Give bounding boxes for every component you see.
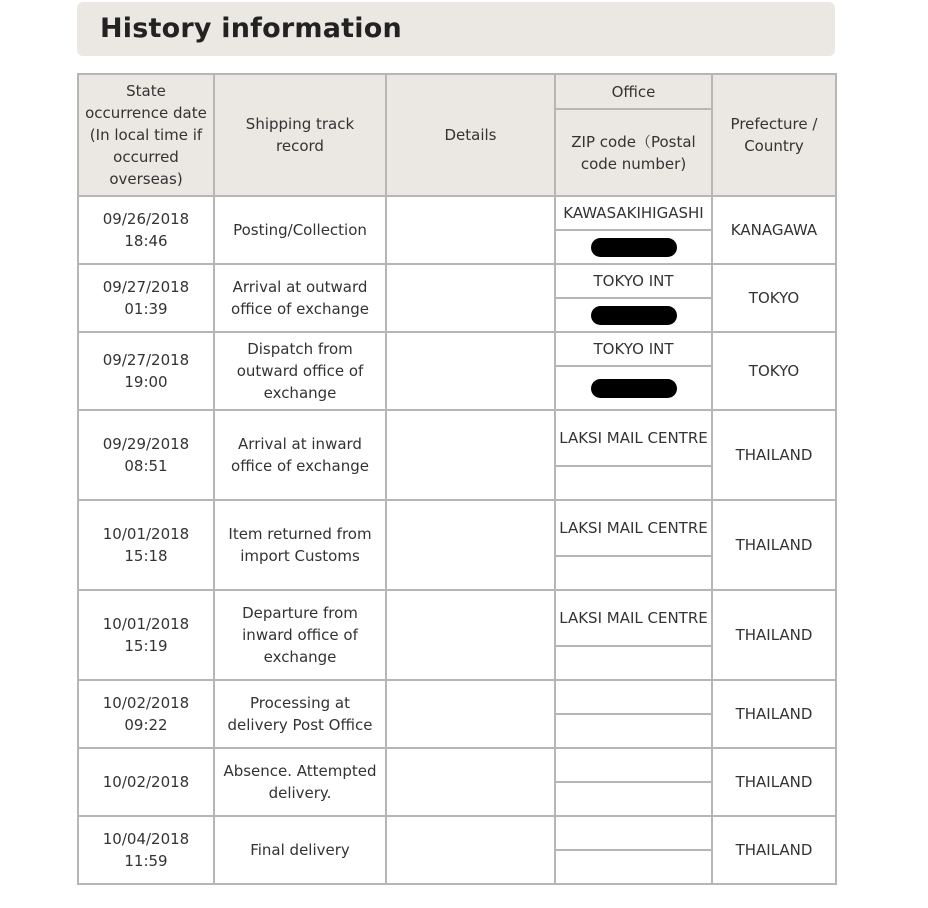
cell-prefecture-text: THAILAND xyxy=(735,626,813,644)
cell-office-text: TOKYO INT xyxy=(593,340,674,358)
cell-prefecture xyxy=(712,680,836,748)
time-text: 15:18 xyxy=(124,547,168,565)
cell-prefecture xyxy=(712,590,836,680)
cell-shipping-record xyxy=(214,748,386,816)
history-table xyxy=(77,73,837,885)
cell-details xyxy=(386,590,555,680)
header-prefecture: Prefecture / Country xyxy=(712,74,836,196)
time-text: 19:00 xyxy=(124,373,168,391)
history-section-header xyxy=(77,2,835,56)
cell-shipping-record xyxy=(214,410,386,500)
table-row xyxy=(78,332,836,366)
date-text: 09/29/2018 xyxy=(102,435,190,453)
cell-office xyxy=(555,680,712,714)
table-row xyxy=(78,410,836,466)
cell-shipping-record-text: Final delivery xyxy=(250,841,350,859)
cell-date xyxy=(78,410,214,500)
time-text: 18:46 xyxy=(124,232,168,250)
time-text: 15:19 xyxy=(124,637,168,655)
date-text: 09/27/2018 xyxy=(102,351,190,369)
cell-shipping-record-text: Absence. Attempted delivery. xyxy=(223,762,377,802)
cell-prefecture xyxy=(712,196,836,264)
redacted-zip-mark xyxy=(591,238,677,257)
cell-office-text: KAWASAKIHIGASHI xyxy=(563,204,704,222)
cell-prefecture xyxy=(712,332,836,410)
cell-zip-code xyxy=(555,646,712,680)
cell-details xyxy=(386,748,555,816)
cell-zip-code xyxy=(555,366,712,410)
date-text: 10/01/2018 xyxy=(102,615,190,633)
table-row xyxy=(78,680,836,714)
date-text: 09/27/2018 xyxy=(102,278,190,296)
cell-office-text: LAKSI MAIL CENTRE xyxy=(559,429,708,447)
cell-shipping-record-text: Departure from inward office of exchange xyxy=(242,604,358,666)
cell-date xyxy=(78,680,214,748)
page-title: History information xyxy=(100,13,402,44)
table-row xyxy=(78,590,836,646)
cell-shipping-record xyxy=(214,500,386,590)
cell-shipping-record-text: Posting/Collection xyxy=(233,221,367,239)
cell-shipping-record xyxy=(214,816,386,884)
date-text: 10/02/2018 xyxy=(102,773,190,791)
cell-office-text: TOKYO INT xyxy=(593,272,674,290)
cell-zip-code xyxy=(555,850,712,884)
cell-prefecture-text: THAILAND xyxy=(735,773,813,791)
cell-zip-code xyxy=(555,230,712,264)
cell-prefecture-text: THAILAND xyxy=(735,446,813,464)
header-details: Details xyxy=(386,74,555,196)
cell-date xyxy=(78,332,214,410)
cell-date xyxy=(78,500,214,590)
cell-prefecture xyxy=(712,500,836,590)
cell-office xyxy=(555,196,712,230)
date-text: 10/04/2018 xyxy=(102,830,190,848)
header-date: State occurrence date (In local time if occurred overseas) xyxy=(78,74,214,196)
cell-office-text: LAKSI MAIL CENTRE xyxy=(559,609,708,627)
redacted-zip-mark xyxy=(591,306,677,325)
cell-details xyxy=(386,410,555,500)
cell-office xyxy=(555,410,712,466)
cell-date xyxy=(78,264,214,332)
cell-prefecture-text: THAILAND xyxy=(735,705,813,723)
cell-details xyxy=(386,196,555,264)
cell-details xyxy=(386,816,555,884)
cell-zip-code xyxy=(555,466,712,500)
cell-zip-code xyxy=(555,782,712,816)
table-row xyxy=(78,748,836,782)
cell-prefecture xyxy=(712,410,836,500)
cell-prefecture-text: TOKYO xyxy=(748,289,800,307)
header-row xyxy=(78,74,836,109)
cell-shipping-record xyxy=(214,332,386,410)
date-text: 09/26/2018 xyxy=(102,210,190,228)
table-body xyxy=(78,196,836,884)
cell-office xyxy=(555,500,712,556)
table-header xyxy=(78,74,836,196)
cell-prefecture-text: THAILAND xyxy=(735,536,813,554)
date-text: 10/01/2018 xyxy=(102,525,190,543)
cell-office xyxy=(555,264,712,298)
cell-zip-code xyxy=(555,714,712,748)
cell-office-text: LAKSI MAIL CENTRE xyxy=(559,519,708,537)
time-text: 08:51 xyxy=(124,457,168,475)
cell-date xyxy=(78,196,214,264)
table-row xyxy=(78,196,836,230)
cell-shipping-record-text: Item returned from import Customs xyxy=(228,525,372,565)
cell-details xyxy=(386,680,555,748)
cell-details xyxy=(386,500,555,590)
cell-office xyxy=(555,332,712,366)
cell-prefecture xyxy=(712,816,836,884)
cell-shipping-record xyxy=(214,680,386,748)
cell-date xyxy=(78,590,214,680)
cell-prefecture-text: KANAGAWA xyxy=(730,221,818,239)
cell-shipping-record xyxy=(214,590,386,680)
header-zip-code: ZIP code（Postal code number) xyxy=(555,109,712,196)
cell-prefecture-text: THAILAND xyxy=(735,841,813,859)
cell-zip-code xyxy=(555,298,712,332)
redacted-zip-mark xyxy=(591,379,677,398)
cell-office xyxy=(555,590,712,646)
table-row xyxy=(78,816,836,850)
cell-shipping-record xyxy=(214,264,386,332)
cell-details xyxy=(386,332,555,410)
cell-shipping-record-text: Dispatch from outward office of exchange xyxy=(236,340,364,402)
cell-office xyxy=(555,816,712,850)
time-text: 01:39 xyxy=(124,300,168,318)
cell-shipping-record-text: Processing at delivery Post Office xyxy=(227,694,373,734)
cell-office xyxy=(555,748,712,782)
cell-shipping-record xyxy=(214,196,386,264)
time-text: 09:22 xyxy=(124,716,168,734)
table-row xyxy=(78,500,836,556)
date-text: 10/02/2018 xyxy=(102,694,190,712)
cell-zip-code xyxy=(555,556,712,590)
table-row xyxy=(78,264,836,298)
cell-prefecture xyxy=(712,748,836,816)
cell-details xyxy=(386,264,555,332)
cell-shipping-record-text: Arrival at outward office of exchange xyxy=(231,278,369,318)
cell-date xyxy=(78,816,214,884)
cell-prefecture xyxy=(712,264,836,332)
header-office: Office xyxy=(555,74,712,109)
time-text: 11:59 xyxy=(124,852,168,870)
cell-prefecture-text: TOKYO xyxy=(748,362,800,380)
header-shipping-record: Shipping track record xyxy=(214,74,386,196)
cell-shipping-record-text: Arrival at inward office of exchange xyxy=(231,435,369,475)
cell-date xyxy=(78,748,214,816)
